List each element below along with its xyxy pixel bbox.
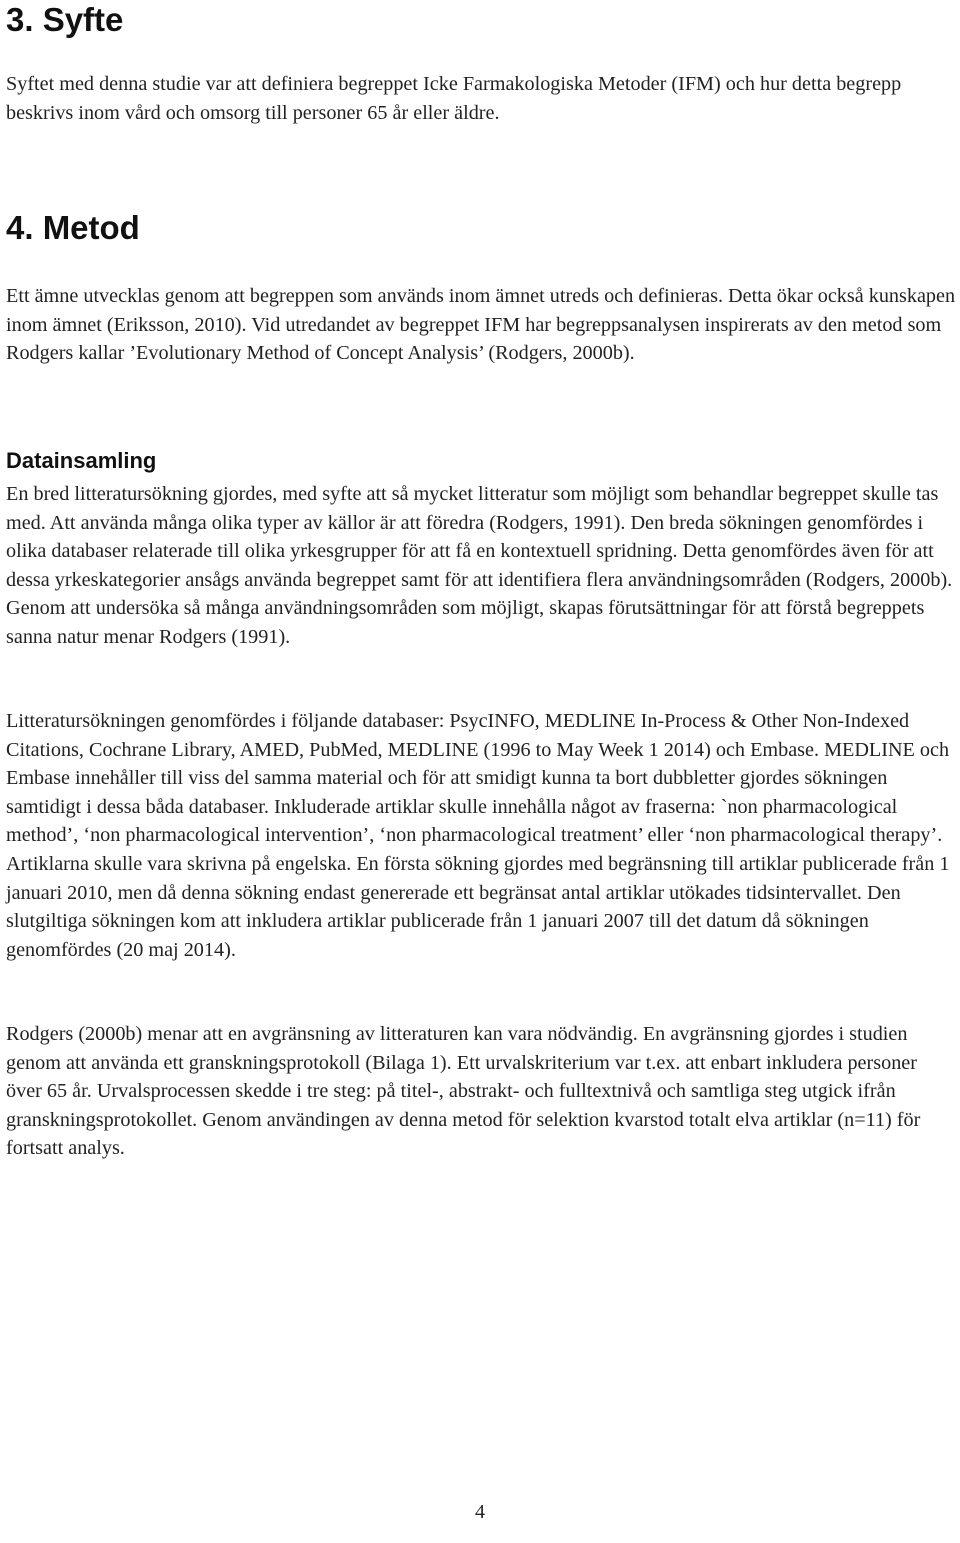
paragraph-metod: Ett ämne utvecklas genom att begreppen som används inom ämnet utreds och definieras. Detta ökar också kunskapen inom ämnet (Eriksson, 2010). Vid utredandet av begreppet IFM har begreppsanalysen inspirerats av den metod som Rodgers kallar ’Evolutionary Method of Concept Analysis’ (Rodgers, 2000b). (6, 285, 956, 365)
section-heading-metod: 4. Metod (6, 209, 140, 246)
paragraph-datainsamling-2: Litteratursökningen genomfördes i följande databaser: PsycINFO, MEDLINE In-Process & Other Non-Indexed Citations, Cochrane Library, AMED, PubMed, MEDLINE (1996 to May Week 1 2014) och Embase. MEDLINE och Embase innehåller till viss del samma material och för att smidigt kunna ta bort dubbletter gjordes sökningen samtidigt i dessa båda databaser. Inkluderade artiklar skulle innehålla något av fraserna: `non pharmacological method’, ‘non pharmacological intervention’, ‘non pharmacological treatment’ eller ‘non pharmacological therapy’. Artiklarna skulle vara skrivna på engelska. En första sökning gjordes med begränsning till artiklar publicerade från 1 januari 2010, men då denna sökning endast genererade ett begränsat antal artiklar utökades tidsintervallet. Den slutgiltiga sökningen kom att inkludera artiklar publicerade från 1 januari 2007 till det datum då sökningen genomfördes (20 maj 2014). (6, 710, 950, 961)
paragraph-datainsamling-3: Rodgers (2000b) menar att en avgränsning av litteraturen kan vara nödvändig. En avgränsning gjordes i studien genom att använda ett granskningsprotokoll (Bilaga 1). Ett urvalskriterium var t.ex. att enbart inkludera personer över 65 år. Urvalsprocessen skedde i tre steg: på titel-, abstrakt- och fulltextnivå och samtliga steg utgick ifrån granskningsprotokollet. Genom användingen av denna metod för selektion kvarstod totalt elva artiklar (n=11) för fortsatt analys. (6, 1023, 921, 1160)
subheading-datainsamling: Datainsamling (6, 448, 157, 473)
paragraph-datainsamling-1: En bred litteratursökning gjordes, med syfte att så mycket litteratur som möjligt som behandlar begreppet skulle tas med. Att använda många olika typer av källor är att föredra (Rodgers, 1991). Den breda sökningen genomfördes i olika databaser relaterade till olika yrkesgrupper för att få en kontextuell spridning. Detta genomfördes även för att dessa yrkeskategorier ansågs använda begreppet samt för att identifiera flera användningsområden (Rodgers, 2000b). Genom att undersöka så många användningsområden som möjligt, skapas förutsättningar för att förstå begreppets sanna natur menar Rodgers (1991). (6, 483, 953, 648)
paragraph-syfte: Syftet med denna studie var att definiera begreppet Icke Farmakologiska Metoder (IFM) och hur detta begrepp beskrivs inom vård och omsorg till personer 65 år eller äldre. (6, 73, 902, 124)
section-heading-syfte: 3. Syfte (6, 1, 124, 38)
page-number: 4 (475, 1501, 485, 1523)
